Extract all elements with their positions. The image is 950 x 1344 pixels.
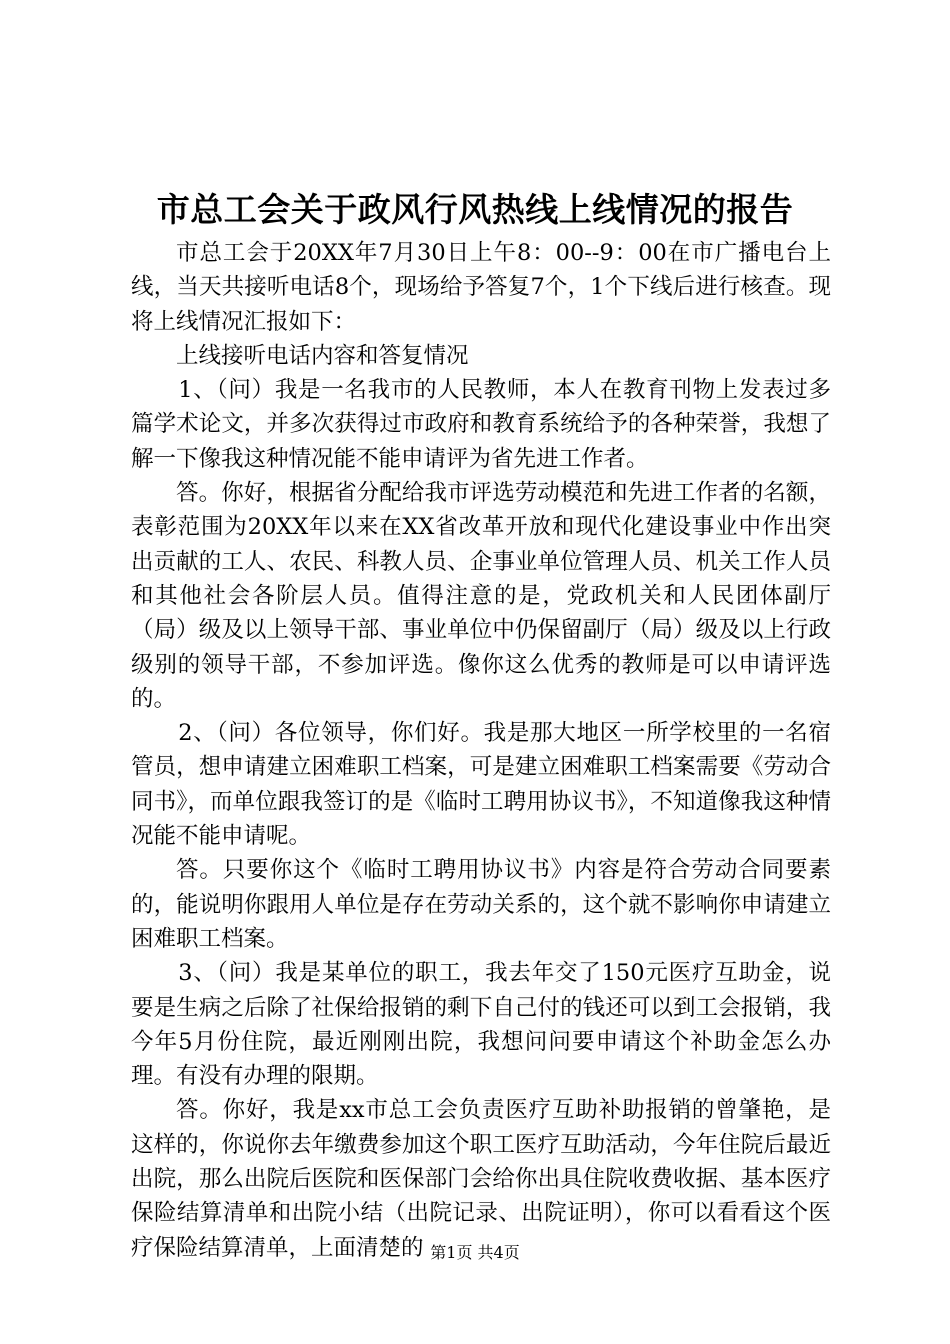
question-2-paragraph: 2、（问）各位领导，你们好。我是那大地区一所学校里的一名宿管员，想申请建立困难职工档案，可是建立困难职工档案需要《劳动合同书》，而单位跟我签订的是《临时工聘用协议书》，不知道像我这种情况能不能申请呢。 — [131, 720, 831, 850]
document-body — [131, 236, 831, 1265]
answer-3-paragraph: 答。你好，我是xx市总工会负责医疗互助补助报销的曾肇艳，是这样的，你说你去年缴费参加这个职工医疗互助活动，今年住院后最近出院，那么出院后医院和医保部门会给你出具住院收费收据、基本医疗保险结算清单和出院小结（出院记录、出院证明），你可以看看这个医疗保险结算清单，上面清楚的 — [131, 1097, 831, 1261]
question-3-paragraph: 3、（问）我是某单位的职工，我去年交了150元医疗互助金，说要是生病之后除了社保给报销的剩下自己付的钱还可以到工会报销，我今年5月份住院，最近刚刚出院，我想问问要申请这个补助金怎么办理。有没有办理的限期。 — [131, 960, 831, 1090]
document-title: 市总工会关于政风行风热线上线情况的报告 — [156, 190, 794, 229]
intro-paragraph: 市总工会于20XX年7月30日上午8：00--9：00在市广播电台上线，当天共接听电话8个，现场给予答复7个，1个下线后进行核查。现将上线情况汇报如下： — [131, 240, 831, 335]
answer-1-paragraph: 答。你好，根据省分配给我市评选劳动模范和先进工作者的名额，表彰范围为20XX年以来在XX省改革开放和现代化建设事业中作出突出贡献的工人、农民、科教人员、企事业单位管理人员、机关工作人员和其他社会各阶层人员。值得注意的是，党政机关和人民团体副厅（局）级及以上领导干部、事业单位中仍保留副厅（局）级及以上行政级别的领导干部，不参加评选。像你这么优秀的教师是可以申请评选的。 — [131, 480, 831, 712]
page-footer: 第1页 共4页 — [430, 1243, 520, 1262]
section-heading: 上线接听电话内容和答复情况 — [176, 342, 469, 369]
question-1-paragraph: 1、（问）我是一名我市的人民教师，本人在教育刊物上发表过多篇学术论文，并多次获得过市政府和教育系统给予的各种荣誉，我想了解一下像我这种情况能不能申请评为省先进工作者。 — [131, 377, 831, 472]
answer-2-paragraph: 答。只要你这个《临时工聘用协议书》内容是符合劳动合同要素的，能说明你跟用人单位是存在劳动关系的，这个就不影响你申请建立困难职工档案。 — [131, 857, 831, 952]
